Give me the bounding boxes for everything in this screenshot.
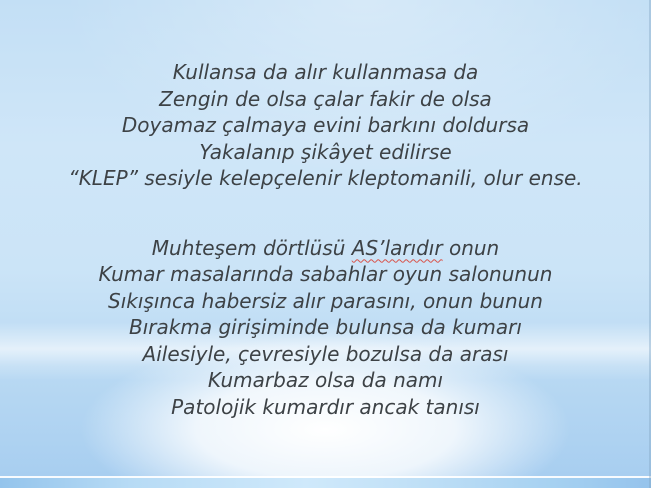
bottom-accent-band <box>0 478 651 488</box>
poem-line <box>0 235 651 262</box>
poem-line: Kullansa da alır kullanmasa da <box>172 60 479 84</box>
poem-line: Ailesiyle, çevresiyle bozulsa da arası <box>142 341 509 366</box>
stanza-2 <box>0 235 651 421</box>
poem-line: Doyamaz çalmaya evini barkını doldursa <box>121 113 530 137</box>
poem-line: “KLEP” sesiyle kelepçelenir kleptomanili, olur ense. <box>68 166 583 190</box>
stanza-1 <box>0 59 651 192</box>
poem-line: Zengin de olsa çalar fakir de olsa <box>159 86 492 111</box>
poem-line: Yakalanıp şikâyet edilirse <box>199 139 452 164</box>
poem-line-fragment: onun <box>442 235 500 260</box>
poem-line: Patolojik kumardır ancak tanısı <box>171 394 480 419</box>
poem-line: Sıkışınca habersiz alır parasını, onun bunun <box>108 288 543 313</box>
poem-line: Bırakma girişiminde bulunsa da kumarı <box>129 315 522 339</box>
poem-line: Kumarbaz olsa da namı <box>207 368 444 392</box>
poem-line: Kumar masalarında sabahlar oyun salonunun <box>98 262 553 286</box>
misspelled-word: AS’larıdır <box>351 235 443 260</box>
poem-text-box[interactable] <box>0 59 651 420</box>
stanza-gap <box>0 192 651 235</box>
poem-line-fragment: Muhteşem dörtlüsü <box>151 235 352 260</box>
